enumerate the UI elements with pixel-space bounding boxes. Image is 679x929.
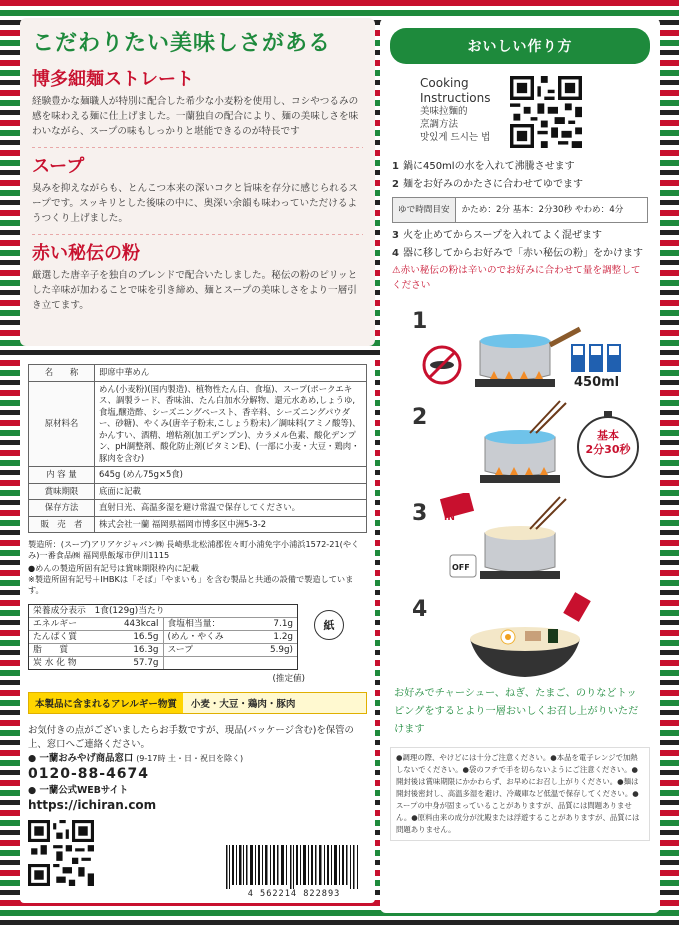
barcode xyxy=(220,845,368,899)
illustration-step-2: 2 基本 2分30秒 xyxy=(380,397,660,493)
cooking-notes: ●調理の際、やけどには十分ご注意ください。●本品を電子レンジで加熱しないでください。●袋のフチで手を切らないようにご注意ください。●開封後は賞味期限にかかわらず、お早めにお召し上がりください。●麺は開封後密封し、高温多湿を避け、冷蔵庫など低温で保存してください。●スープの中身が固まっていることがありますが、品質には問題ありません。●原料由来の成分が沈殿または浮遊することがありますが、品質には問題ありません。 xyxy=(390,747,650,841)
description-box xyxy=(20,18,375,346)
divider xyxy=(32,147,363,148)
boil-time-label: 基本 2分30秒 xyxy=(585,429,631,456)
qr-code-icon[interactable] xyxy=(28,820,94,886)
instruction-steps xyxy=(380,148,660,293)
section-body-powder: 厳選した唐辛子を独自のブレンドで配合いたしました。秘伝の粉のピリッとした辛味が加わることで味を引き締め、麺とスープの美味しさをより一層引き立てます。 xyxy=(32,270,358,311)
section-title-noodles: 博多細麺ストレート xyxy=(32,69,194,90)
qr-code-icon[interactable] xyxy=(510,76,582,148)
off-label: OFF xyxy=(452,563,470,572)
illustration-step-3: 3 IN OFF xyxy=(380,493,660,589)
list-item: 4 器に移してからお好みで「赤い秘伝の粉」をかけます xyxy=(392,248,643,259)
cooking-instructions-header xyxy=(380,64,660,148)
illustration-step-4: 4 xyxy=(380,589,660,685)
nutrition-table xyxy=(28,604,298,670)
allergy-value: 小麦・大豆・鶏肉・豚肉 xyxy=(183,693,366,713)
contact-info xyxy=(28,724,367,812)
barcode-bars xyxy=(224,845,364,889)
list-item: 2 麺をお好みのかたさに合わせてゆでます xyxy=(392,179,583,190)
section-title-powder: 赤い秘伝の粉 xyxy=(32,243,140,264)
spec-table xyxy=(28,364,367,533)
table-row: 賞味期限 底面に記載 xyxy=(29,483,367,500)
web-label: ● 一蘭公式WEBサイト xyxy=(28,785,129,796)
manufacturer-note: ●めんの製造所固有記号は賞味期限枠内に記載 ※製造所固有記号＋IHBKは「そば」「やまいも」を含む製品と共通の設備で製造しています。 xyxy=(28,563,354,595)
table-row: エネルギー 443kcal 食塩相当量： 7.1g xyxy=(29,617,297,630)
boil-time-table: ゆで時間目安 かため：2分 基本：2分30秒 やわめ：4分 xyxy=(392,197,648,223)
contact-window: ● 一蘭おみやげ商品窓口 xyxy=(28,753,134,764)
table-row: たんぱく質 16.5g (めん・やくみ 1.2g xyxy=(29,630,297,643)
table-row: 脂 質 16.3g スープ 5.9g) xyxy=(29,643,297,656)
contact-intro: お気付きの点がございましたらお手数ですが、現品(パッケージ含む)を保管の上、窓口へご連絡ください。 xyxy=(28,725,354,750)
table-row: 保存方法 直射日光、高温多湿を避け常温で保存してください。 xyxy=(29,500,367,517)
allergy-label: 本製品に含まれるアレルギー物質 xyxy=(29,693,183,713)
headline: こだわりたい美味しさがある xyxy=(32,30,332,56)
table-row: 名 称 即席中華めん xyxy=(29,365,367,382)
contact-hours: (9-17時 土・日・祝日を除く) xyxy=(136,754,244,763)
paper-recycle-icon: 紙 xyxy=(314,610,344,640)
table-row: 炭 水 化 物 57.7g xyxy=(29,656,297,669)
add-soup-icon xyxy=(380,493,660,589)
list-item: 1 鍋に450mlの水を入れて沸騰させます xyxy=(392,161,575,172)
manufacturer-info: 製造所：(スープ)アリアケジャパン㈱ 長崎県北松浦郡佐々町小浦免字小浦浜1572-21(やくみ)一番食品㈱ 福岡県飯塚市伊川1115 xyxy=(28,539,360,560)
instructions-title: おいしい作り方 xyxy=(390,28,650,64)
spice-warning: ⚠赤い秘伝の粉は辛いのでお好みに合わせて量を調整してください xyxy=(392,265,641,291)
nutrition-area xyxy=(28,604,367,670)
table-row: 内 容 量 645g (めん75g×5食) xyxy=(29,467,367,484)
contact-phone[interactable]: 0120-88-4674 xyxy=(28,766,150,782)
list-item: 3 火を止めてからスープを入れてよく混ぜます xyxy=(392,230,602,241)
ramen-bowl-icon xyxy=(380,589,660,685)
divider xyxy=(32,234,363,235)
illustration-step-1: 1 450ml xyxy=(380,301,660,397)
website-link[interactable]: https://ichiran.com xyxy=(28,798,157,812)
section-body-soup: 臭みを抑えながらも、とんこつ本来の深いコクと旨味を存分に感じられるスープです。スッキリとした後味の中に、奥深い余韻も味わっていただけるようつくり上げました。 xyxy=(32,183,358,224)
allergy-box xyxy=(28,692,367,714)
left-panel xyxy=(20,18,375,913)
barcode-number: 4 562214 822893 xyxy=(247,889,341,899)
in-label: IN xyxy=(444,513,455,523)
topping-suggestion: お好みでチャーシュー、ねぎ、たまご、のりなどトッピングをするとより一層おいしくお召し上がりいただけます xyxy=(380,685,660,739)
section-title-soup: スープ xyxy=(32,156,85,177)
right-panel xyxy=(380,18,660,913)
nutrition-title: 栄養成分表示 1食(129g)当たり xyxy=(33,606,165,616)
cooking-languages: Cooking Instructions 美味拉麵的 烹調方法 맛있게 드시는 법 xyxy=(420,76,491,143)
water-amount: 450ml xyxy=(574,375,620,390)
table-row: 販 売 者 株式会社一蘭 福岡県福岡市博多区中洲5-3-2 xyxy=(29,516,367,533)
table-row: 原材料名 めん(小麦粉)(国内製造)、植物性たん白、食塩)、スープ(ポークエキス、調製ラード、香味油、たん白加水分解物、還元水あめ,しょうゆ,食塩,醸造酢、シーズニングペースト、香辛料、シーズニングパウダー、砂糖)、やくみ(唐辛子粉末,こしょう粉末)／調味料(アミノ酸等)、かんすい、酒精、増粘剤(加工デンプン)、カラメル色素、酸化デンプン、pH調整剤、酸化防止剤(ビタミンE)、(一部に小麦・大豆・鶏肉・豚肉を含む) xyxy=(29,381,367,467)
estimate-note: (推定値) xyxy=(272,674,305,684)
section-body-noodles: 経験豊かな麺職人が特別に配合した希少な小麦粉を使用し、コシやつるみの感を味わえる麺に仕上げました。一蘭独自の配合により、麺の美味しさを味わいながら、スープの味もしっかりと堪能できるのが特長です xyxy=(32,96,359,137)
product-info-box xyxy=(20,356,375,903)
